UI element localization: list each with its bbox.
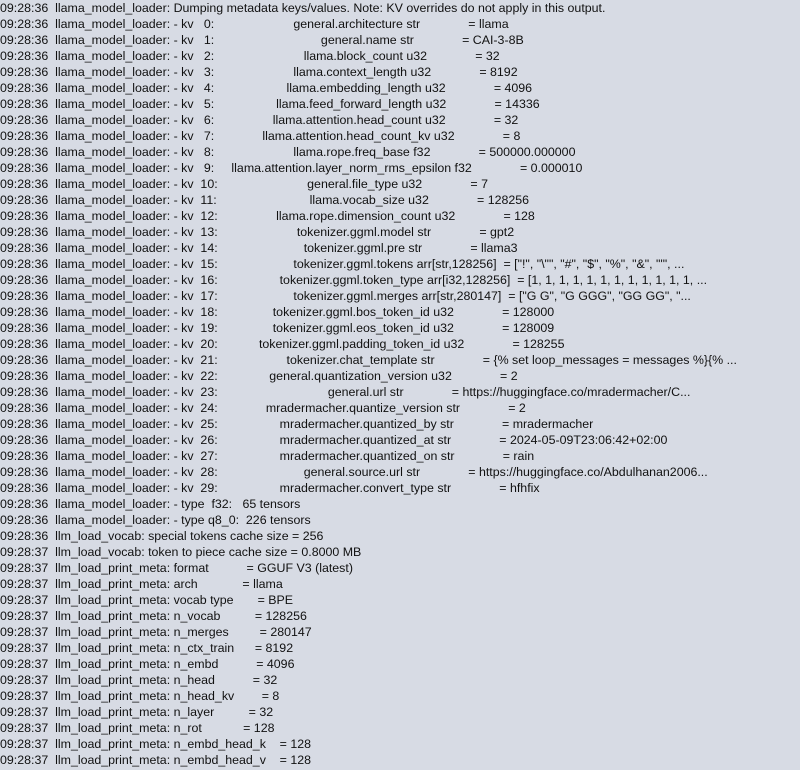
log-line: 09:28:36 llama_model_loader: - kv 17: tokenizer.ggml.merges arr[str,280147] = ["G G", "G GGG", "GG GG", "... [0, 289, 691, 303]
log-line: 09:28:37 llm_load_print_meta: n_head_kv = 8 [0, 689, 280, 703]
log-line: 09:28:36 llama_model_loader: - kv 20: tokenizer.ggml.padding_token_id u32 = 128255 [0, 337, 565, 351]
log-line: 09:28:36 llama_model_loader: - kv 25: mradermacher.quantized_by str = mradermacher [0, 417, 594, 431]
log-line: 09:28:37 llm_load_print_meta: n_embd_head_v = 128 [0, 753, 312, 767]
log-line: 09:28:37 llm_load_print_meta: format = GGUF V3 (latest) [0, 561, 353, 575]
log-line: 09:28:36 llama_model_loader: - kv 15: tokenizer.ggml.tokens arr[str,128256] = ["!", "\"", "#", "$", "%", "&", "'", ... [0, 257, 685, 271]
log-line: 09:28:36 llama_model_loader: - kv 4: llama.embedding_length u32 = 4096 [0, 81, 533, 95]
log-line: 09:28:36 llama_model_loader: - kv 0: general.architecture str = llama [0, 17, 509, 31]
log-line: 09:28:36 llama_model_loader: - kv 1: general.name str = CAI-3-8B [0, 33, 524, 47]
log-line: 09:28:36 llama_model_loader: - kv 22: general.quantization_version u32 = 2 [0, 369, 518, 383]
log-line: 09:28:37 llm_load_vocab: token to piece cache size = 0.8000 MB [0, 545, 362, 559]
log-line: 09:28:37 llm_load_print_meta: n_ctx_train = 8192 [0, 641, 294, 655]
log-line: 09:28:36 llama_model_loader: - kv 5: llama.feed_forward_length u32 = 14336 [0, 97, 540, 111]
log-line: 09:28:36 llama_model_loader: - kv 12: llama.rope.dimension_count u32 = 128 [0, 209, 535, 223]
log-line: 09:28:36 llama_model_loader: - kv 10: general.file_type u32 = 7 [0, 177, 488, 191]
log-line: 09:28:36 llm_load_vocab: special tokens cache size = 256 [0, 529, 324, 543]
log-line: 09:28:37 llm_load_print_meta: arch = llama [0, 577, 283, 591]
log-line: 09:28:36 llama_model_loader: - kv 2: llama.block_count u32 = 32 [0, 49, 500, 63]
log-line: 09:28:37 llm_load_print_meta: n_embd_head_k = 128 [0, 737, 312, 751]
log-line: 09:28:36 llama_model_loader: - kv 27: mradermacher.quantized_on str = rain [0, 449, 535, 463]
log-line: 09:28:36 llama_model_loader: - kv 21: tokenizer.chat_template str = {% set loop_messages = messages %}{% ... [0, 353, 737, 367]
log-line: 09:28:36 llama_model_loader: - kv 8: llama.rope.freq_base f32 = 500000.000000 [0, 145, 576, 159]
log-line: 09:28:36 llama_model_loader: - kv 14: tokenizer.ggml.pre str = llama3 [0, 241, 518, 255]
log-line: 09:28:37 llm_load_print_meta: vocab type = BPE [0, 593, 294, 607]
log-line: 09:28:36 llama_model_loader: - kv 23: general.url str = https://huggingface.co/mradermacher/C... [0, 385, 691, 399]
log-line: 09:28:36 llama_model_loader: - kv 9: llama.attention.layer_norm_rms_epsilon f32 = 0.000010 [0, 161, 583, 175]
log-line: 09:28:37 llm_load_print_meta: n_rot = 128 [0, 721, 275, 735]
log-line: 09:28:37 llm_load_print_meta: n_merges = 280147 [0, 625, 312, 639]
log-line: 09:28:36 llama_model_loader: - kv 16: tokenizer.ggml.token_type arr[i32,128256] = [1, 1, 1, 1, 1, 1, 1, 1, 1, 1, 1, 1, ... [0, 273, 708, 287]
log-line: 09:28:36 llama_model_loader: - kv 3: llama.context_length u32 = 8192 [0, 65, 518, 79]
log-line: 09:28:36 llama_model_loader: - kv 28: general.source.url str = https://huggingface.co/Abdulhanan2006... [0, 465, 708, 479]
log-line: 09:28:36 llama_model_loader: - kv 18: tokenizer.ggml.bos_token_id u32 = 128000 [0, 305, 555, 319]
log-line: 09:28:37 llm_load_print_meta: n_head = 32 [0, 673, 278, 687]
log-line: 09:28:37 llm_load_print_meta: n_vocab = 128256 [0, 609, 307, 623]
log-line: 09:28:36 llama_model_loader: - kv 19: tokenizer.ggml.eos_token_id u32 = 128009 [0, 321, 555, 335]
log-line: 09:28:37 llm_load_print_meta: n_layer = 32 [0, 705, 274, 719]
log-line: 09:28:36 llama_model_loader: - type q8_0: 226 tensors [0, 513, 311, 527]
log-line: 09:28:37 llm_load_print_meta: n_embd = 4096 [0, 657, 295, 671]
log-line: 09:28:36 llama_model_loader: - kv 13: tokenizer.ggml.model str = gpt2 [0, 225, 515, 239]
log-line: 09:28:36 llama_model_loader: - kv 11: llama.vocab_size u32 = 128256 [0, 193, 530, 207]
log-line: 09:28:36 llama_model_loader: - type f32: 65 tensors [0, 497, 301, 511]
log-line: 09:28:36 llama_model_loader: - kv 26: mradermacher.quantized_at str = 2024-05-09T23:06:42+02:00 [0, 433, 668, 447]
log-line: 09:28:36 llama_model_loader: - kv 29: mradermacher.convert_type str = hfhfix [0, 481, 540, 495]
log-line: 09:28:36 llama_model_loader: - kv 7: llama.attention.head_count_kv u32 = 8 [0, 129, 521, 143]
log-line: 09:28:36 llama_model_loader: - kv 24: mradermacher.quantize_version str = 2 [0, 401, 526, 415]
log-line: 09:28:36 llama_model_loader: Dumping metadata keys/values. Note: KV overrides do not apply in this output. [0, 1, 606, 15]
log-line: 09:28:36 llama_model_loader: - kv 6: llama.attention.head_count u32 = 32 [0, 113, 519, 127]
